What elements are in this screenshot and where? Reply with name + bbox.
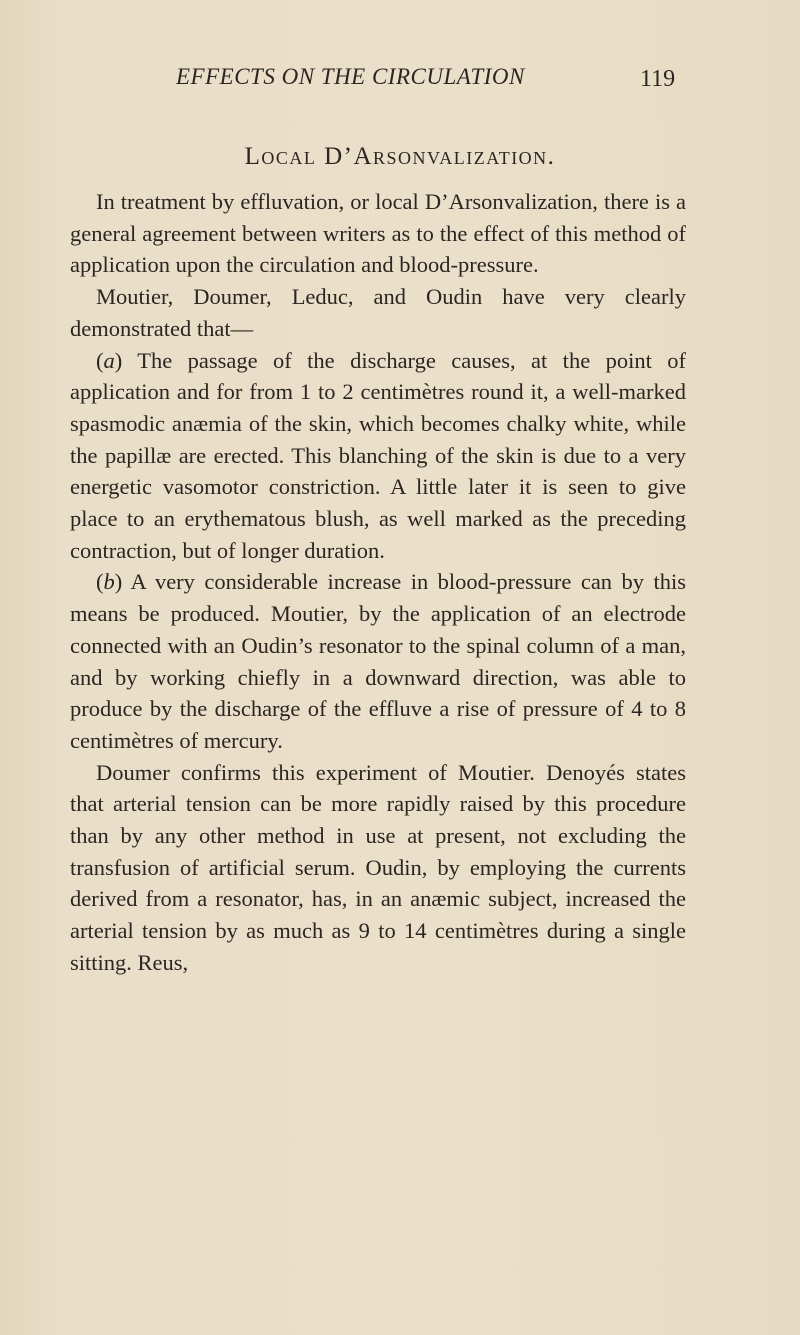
body-text xyxy=(70,186,686,979)
running-head xyxy=(0,64,800,104)
page-number: 119 xyxy=(640,66,676,92)
paragraph-authors xyxy=(70,281,686,344)
paragraph-text: A very considerable increase in blood-pressure can by this means be produced. Moutier, by the application of an electrode connected with an Oudin’s resonator to the spinal column of a man, and by working chiefly in a downward direction, was able to produce by the discharge of the effluve a rise of pressure of 4 to 8 centimètres of mercury. xyxy=(70,569,686,753)
paragraph-intro xyxy=(70,186,686,281)
paragraph-text: Moutier, Doumer, Leduc, and Oudin have very clearly demonstrated that— xyxy=(70,284,686,341)
paragraph-text: In treatment by effluvation, or local D’Arsonvalization, there is a general agreement between writers as to the effect of this method of application upon the circulation and blood-pressure. xyxy=(70,189,686,278)
paragraph-text: Doumer confirms this experiment of Moutier. Denoyés states that arterial tension can be more rapidly raised by this procedure than by any other method in use at present, not excluding the transfusion of artificial serum. Oudin, by employing the currents derived from a resonator, has, in an anæmic subject, increased the arterial tension by as much as 9 to 14 centimètres during a single sitting. Reus, xyxy=(70,759,686,975)
running-title: EFFECTS ON THE CIRCULATION xyxy=(176,64,525,89)
paragraph-label: b xyxy=(103,569,115,595)
paragraph-point-b: (b) A very considerable increase in blood-pressure can by this means be produced. Moutier, by the application of an electrode connected with an Oudin’s resonator to the spinal column of a man, and by working chiefly in a downward direction, was able to produce by the discharge of the effluve a rise of pressure of 4 to 8 centimètres of mercury. xyxy=(70,569,686,753)
paragraph-doumer xyxy=(70,757,686,979)
paragraph-text: The passage of the discharge causes, at the point of application and for from 1 to 2 centimètres round it, a well-marked spasmodic anæmia of the skin, which becomes chalky white, while the papillæ are erected. This blanching of the skin is due to a very energetic vasomotor constriction. A little later it is seen to give place to an erythematous blush, as well marked as the preceding contraction, but of longer duration. xyxy=(70,347,686,563)
paragraph-point-a: (a) The passage of the discharge causes, at the point of application and for from 1 to 2 centimètres round it, a well-marked spasmodic anæmia of the skin, which becomes chalky white, while the papillæ are erected. This blanching of the skin is due to a very energetic vasomotor constriction. A little later it is seen to give place to an erythematous blush, as well marked as the preceding contraction, but of longer duration. xyxy=(70,347,686,563)
section-heading: Local D’Arsonvalization. xyxy=(244,143,556,170)
paragraph-label: a xyxy=(103,347,115,373)
